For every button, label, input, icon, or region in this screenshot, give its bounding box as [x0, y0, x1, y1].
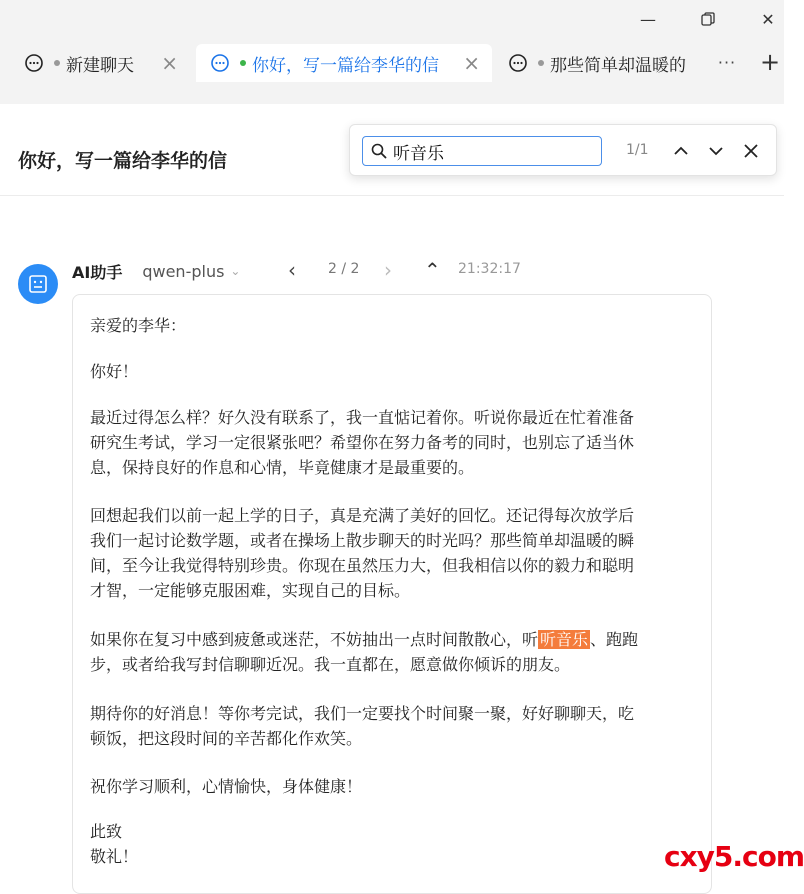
find-previous-button[interactable] [668, 138, 694, 164]
minimize-button[interactable] [630, 4, 666, 34]
assistant-avatar [18, 264, 58, 304]
status-dot [54, 60, 60, 66]
conversation-title: 你好，写一篇给李华的信 [18, 150, 228, 172]
letter-greeting: 你好！ [90, 362, 139, 381]
next-response-button[interactable]: › [384, 258, 392, 282]
more-tabs-button[interactable] [712, 44, 742, 80]
text-line [90, 627, 696, 652]
more-icon: ··· [717, 52, 737, 72]
close-icon: ✕ [761, 9, 775, 29]
find-input[interactable] [393, 141, 583, 161]
chat-bubble-icon [508, 53, 528, 73]
sender-name: AI助手 [72, 262, 123, 282]
previous-response-button[interactable]: ‹ [288, 258, 296, 282]
close-window-button[interactable] [750, 4, 786, 34]
letter-wishes: 祝你学习顺利，心情愉快，身体健康！ [90, 777, 363, 796]
robot-icon [28, 274, 48, 294]
tab-label: 新建聊天 [66, 55, 134, 76]
response-page-indicator: 2 / 2 [328, 261, 360, 277]
text-segment: 、跑跑 [590, 630, 639, 649]
watermark: cxy5.com [664, 840, 804, 873]
text-line: 此致 [90, 822, 123, 841]
title-bar [0, 0, 784, 40]
chevron-down-icon [708, 143, 724, 159]
chat-bubble-icon [24, 53, 44, 73]
find-match-count: 1/1 [626, 142, 649, 158]
find-next-button[interactable] [703, 138, 729, 164]
tab-warm-chat[interactable] [494, 44, 708, 82]
letter-paragraph-4 [90, 701, 696, 751]
plus-icon: + [760, 48, 781, 76]
text-line: 期待你的好消息！等你考完试，我们一定要找个时间聚一聚，好好聊聊天，吃 [90, 704, 635, 723]
message-timestamp: 21:32:17 [458, 261, 521, 277]
message-bubble [72, 294, 712, 894]
search-icon [371, 143, 387, 159]
search-highlight: 听音乐 [540, 630, 589, 649]
text-line: 步，或者给我写封信聊聊近况。我一直都在，愿意做你倾诉的朋友。 [90, 655, 571, 674]
model-selector[interactable]: qwen-plus [142, 261, 225, 281]
restore-button[interactable] [690, 4, 726, 34]
letter-paragraph-1 [90, 405, 696, 480]
chevron-up-icon [673, 143, 689, 159]
text-line: 息，保持良好的作息和心情，毕竟健康才是最重要的。 [90, 458, 475, 477]
tab-new-chat[interactable] [10, 44, 190, 82]
tab-current-chat[interactable] [196, 44, 492, 82]
minimize-icon: — [640, 9, 656, 29]
restore-icon [701, 12, 715, 26]
letter-paragraph-2 [90, 503, 696, 603]
letter-closing [90, 819, 696, 869]
text-line: 最近过得怎么样？好久没有联系了，我一直惦记着你。听说你最近在忙着准备 [90, 408, 635, 427]
text-line: 研究生考试，学习一定很紧张吧？希望你在努力备考的同时，也别忘了适当休 [90, 433, 635, 452]
close-icon [743, 143, 759, 159]
find-input-container [362, 136, 602, 166]
find-close-button[interactable] [738, 138, 764, 164]
tab-label: 那些简单却温暖的 [550, 55, 686, 76]
letter-paragraph-3 [90, 627, 696, 677]
text-line: 回想起我们以前一起上学的日子，真是充满了美好的回忆。还记得每次放学后 [90, 506, 635, 525]
text-line: 才智，一定能够克服困难，实现自己的目标。 [90, 581, 411, 600]
tab-bar [0, 40, 784, 84]
message-meta [72, 258, 572, 284]
text-line: 顿饭，把这段时间的辛苦都化作欢笑。 [90, 729, 363, 748]
letter-salutation: 亲爱的李华： [90, 316, 187, 335]
collapse-icon[interactable]: ⌃ [424, 258, 441, 282]
tab-close-icon[interactable]: × [161, 51, 178, 75]
text-line: 我们一起讨论数学题，或者在操场上散步聊天的时光吗？那些简单却温暖的瞬 [90, 531, 635, 550]
chevron-down-icon[interactable]: ⌄ [230, 264, 241, 278]
toolbar-strip [0, 84, 784, 104]
status-dot [538, 60, 544, 66]
status-dot [240, 60, 246, 66]
find-bar [349, 124, 777, 176]
new-tab-button[interactable] [760, 44, 790, 80]
tab-close-icon[interactable]: × [463, 51, 480, 75]
chat-bubble-icon [210, 53, 230, 73]
tab-label: 你好，写一篇给李华的信 [252, 55, 439, 76]
text-line: 间，至今让我觉得特别珍贵。你现在虽然压力大，但我相信以你的毅力和聪明 [90, 556, 635, 575]
text-line: 敬礼！ [90, 847, 139, 866]
text-segment: 如果你在复习中感到疲惫或迷茫，不妨抽出一点时间散散心，听 [90, 630, 539, 649]
